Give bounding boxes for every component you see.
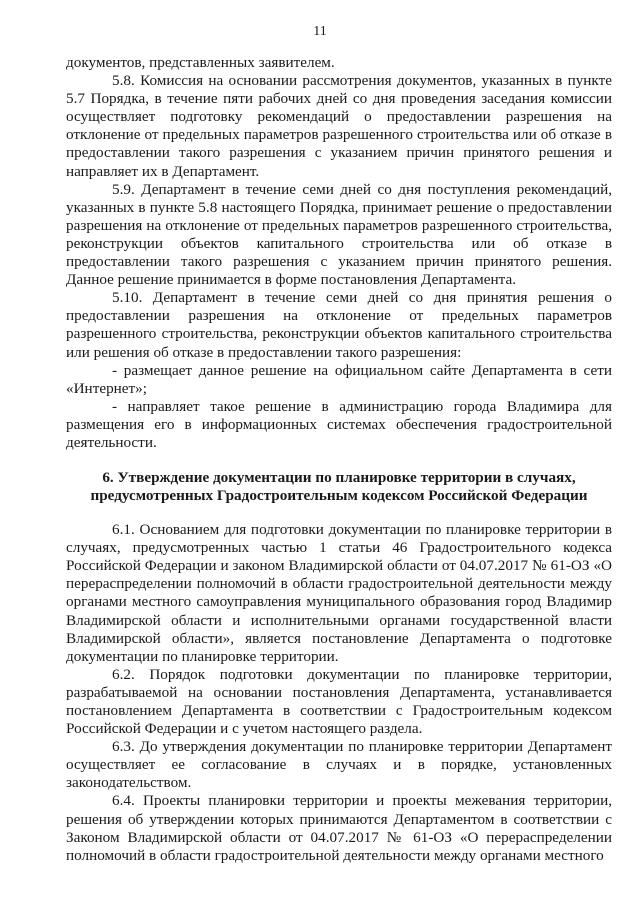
paragraph-6-4: 6.4. Проекты планировки территории и проекты межевания территории, решения об утверждении которых принимаются Департаментом в соответствии с Законом Владимирской области от 04.07.2017 № 61-ОЗ «О перераспределении полномочий в области градостроительной деятельности между органами местного xyxy=(66,792,612,864)
paragraph-6-1: 6.1. Основанием для подготовки документации по планировке территории в случаях, предусмотренных частью 1 статьи 46 Градостроительного кодекса Российской Федерации и законом Владимирской области от 04.07.2017 № 61-ОЗ «О перераспределении полномочий в области градостроительной деятельности между органами местного самоуправления муниципального образования город Владимир Владимирской области и исполнительными органами государственной власти Владимирской области», является постановление Департамента о подготовке документации по планировке территории. xyxy=(66,521,612,665)
section-6-title: 6. Утверждение документации по планировке территории в случаях, предусмотренных Градостроительным кодексом Российской Федерации xyxy=(90,469,588,505)
list-item-send: - направляет такое решение в администрацию города Владимира для размещения его в информационных системах обеспечения градостроительной деятельности. xyxy=(66,397,612,451)
page-number: 11 xyxy=(313,24,327,39)
paragraph-6-3: 6.3. До утверждения документации по планировке территории Департамент осуществляет ее согласование в случаях и в порядке, установленных законодательством. xyxy=(66,738,612,792)
paragraph-6-2: 6.2. Порядок подготовки документации по планировке территории, разрабатываемой на основании постановления Департамента, устанавливается постановлением Департамента в соответствии с Градостроительным кодексом Российской Федерации и с учетом настоящего раздела. xyxy=(66,665,612,738)
paragraph-5-8: 5.8. Комиссия на основании рассмотрения документов, указанных в пункте 5.7 Порядка, в течение пяти рабочих дней со дня проведения заседания комиссии осуществляет подготовку рекомендаций о предоставлении разрешения на отклонение от предельных параметров разрешенного строительства или об отказе в предоставлении такого разрешения с указанием причин принятого решения и направляет их в Департамент. xyxy=(66,72,612,180)
document-body xyxy=(66,54,612,865)
paragraph-continuation: документов, представленных заявителем. xyxy=(66,54,335,71)
paragraph-5-9: 5.9. Департамент в течение семи дней со дня поступления рекомендаций, указанных в пункте 5.8 настоящего Порядка, принимает решение о предоставлении разрешения на отклонение от предельных параметров разрешенного строительства, реконструкции объектов капитального строительства или об отказе в предоставлении такого разрешения с указанием причин принятого решения. Данное решение принимается в форме постановления Департамента. xyxy=(66,180,612,289)
list-item-publish: - размещает данное решение на официальном сайте Департамента в сети «Интернет»; xyxy=(66,361,612,397)
paragraph-5-10: 5.10. Департамент в течение семи дней со дня принятия решения о предоставлении разрешения на отклонение от предельных параметров разрешенного строительства, реконструкции объектов капитального строительства или решения об отказе в предоставлении такого разрешения: xyxy=(66,289,612,361)
